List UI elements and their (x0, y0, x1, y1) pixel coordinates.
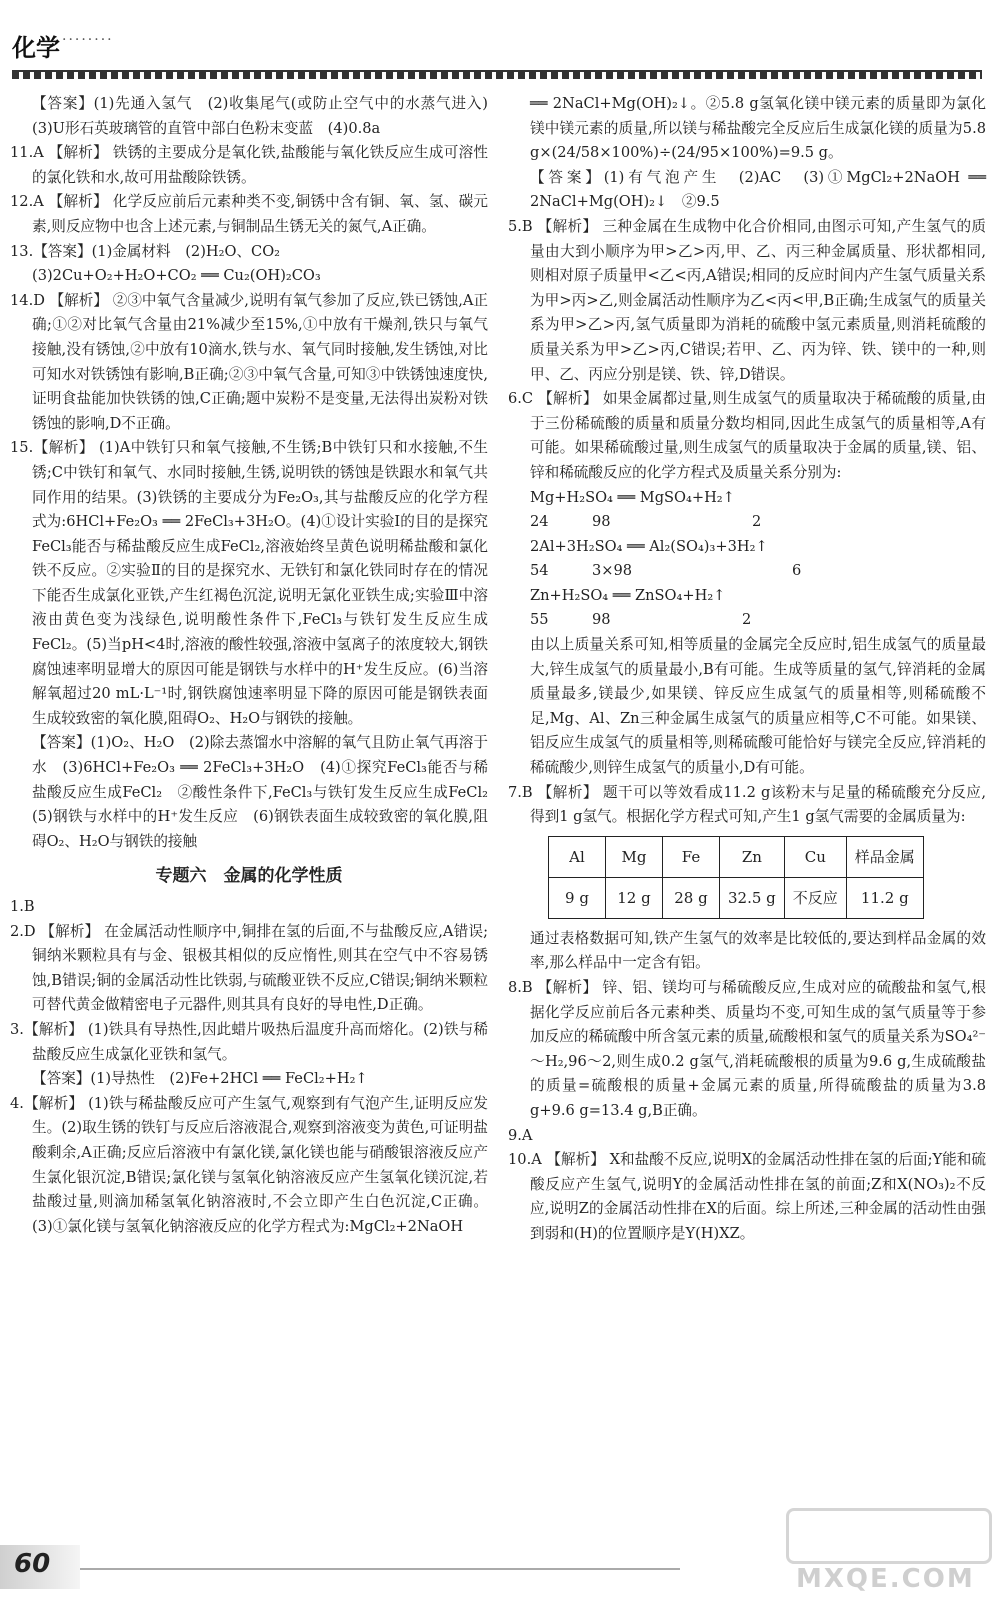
question-4-answer: 【答案】(1)有气泡产生 (2)AC (3)①MgCl₂+2NaOH ══ 2NaCl+Mg(OH)₂↓ ②9.5 (530, 168, 986, 211)
question-3: 3.【解析】 (1)铁具有导热性,因此蜡片吸热后温度升高而熔化。(2)铁与稀盐酸反应生成氯化亚铁和氢气。 (10, 1020, 488, 1063)
equation-al-masses (508, 559, 986, 584)
question-7: 7.B 【解析】 题干可以等效看成11.2 g该粉末与足量的稀硫酸充分反应,得到1 g氢气。根据化学方程式可知,产生1 g氢气需要的金属质量为: (508, 783, 986, 826)
question-13-equation: (3)2Cu+O₂+H₂O+CO₂ ══ Cu₂(OH)₂CO₃ (32, 267, 321, 285)
answer-paragraph: 【答案】(1)先通入氢气 (2)收集尾气(或防止空气中的水蒸气进入) (3)U形石英玻璃管的直管中部白色粉末变蓝 (4)0.8a (32, 95, 503, 137)
equation-zn-masses (508, 608, 986, 633)
table-cell: 12 g (606, 877, 663, 918)
question-4: 4.【解析】 (1)铁与稀盐酸反应可产生氢气,观察到有气泡产生,证明反应发生。(2)取生锈的铁钉与反应后溶液混合,观察到溶液变为黄色,可证明盐酸剩余,A正确;反应后溶液中有氯化镁,氯化镁也能与硝酸银溶液反应产生氯化银沉淀,B错误;氯化镁与氢氧化钠溶液反应产生氢氧化镁沉淀,若盐酸过量,则滴加稀氢氧化钠溶液时,不会立即产生白色沉淀,C正确。(3)①氯化镁与氢氧化钠溶液反应的化学方程式为:MgCl₂+2NaOH (10, 1094, 488, 1235)
mass-value: 3×98 (592, 562, 633, 580)
question-15-answer: 【答案】(1)O₂、H₂O (2)除去蒸馏水中溶解的氧气且防止氧气再溶于水 (3)6HCl+Fe₂O₃ ══ 2FeCl₃+3H₂O (4)①探究FeCl₃能否与稀盐酸反应生成FeCl₂ ②酸性条件下,FeCl₃与铁钉发生反应生成FeCl₂ (5)钢铁与水样中的H⁺发生反应 (6)钢铁表面生成较致密的氧化膜,阻碍O₂、H₂O与钢铁的接触 (32, 734, 503, 850)
table-header-cell: 样品金属 (846, 836, 923, 877)
table-cell: 28 g (663, 877, 720, 918)
mass-value: 98 (592, 513, 611, 531)
subject-title: 化学 (12, 34, 60, 62)
table-header-row (549, 836, 924, 877)
mass-value: 98 (592, 611, 611, 629)
question-1: 1.B (10, 898, 35, 915)
question-6: 6.C 【解析】 如果金属都过量,则生成氢气的质量取决于稀硫酸的质量,由于三份稀硫酸的质量和质量分数均相同,因此生成氢气的质量相等,A有可能。如果稀硫酸过量,则生成氢气的质量取决于金属的质量,镁、铝、锌和稀硫酸反应的化学方程式及质量关系分别为: (508, 390, 986, 481)
watermark-box (786, 1508, 992, 1564)
right-column (508, 92, 986, 1247)
question-5: 5.B 【解析】 三种金属在生成物中化合价相同,由图示可知,产生氢气的质量由大到小顺序为甲>乙>丙,甲、乙、丙三种金属质量、形状都相同,则相对原子质量甲<乙<丙,A错误;相同的反应时间内产生氢气质量关系为甲>丙>乙,则金属活动性顺序为乙<丙<甲,B正确;生成氢气的质量关系为甲>乙>丙,氢气质量即为消耗的硫酸中氢元素质量,则消耗硫酸的质量关系为甲>乙>丙,C错误;若甲、乙、丙为锌、铁、镁中的一种,则甲、乙、丙应分别是镁、铁、锌,D错误。 (508, 217, 986, 383)
question-2: 2.D 【解析】 在金属活动性顺序中,铜排在氢的后面,不与盐酸反应,A错误;铜纳米颗粒具有与金、银极其相似的反应惰性,则其在空气中不容易锈蚀,B错误;铜的金属活动性比铁弱,与硫酸亚铁不反应,C错误;铜纳米颗粒可替代黄金做精密电子元器件,则其具有良好的导电性,D正确。 (10, 922, 488, 1014)
equation-al: 2Al+3H₂SO₄ ══ Al₂(SO₄)₃+3H₂↑ (530, 537, 768, 555)
question-14: 14.D 【解析】 ②③中氧气含量减少,说明有氧气参加了反应,铁已锈蚀,A正确;①②对比氧气含量由21%减少至15%,①中放有干燥剂,铁只与氧气接触,没有锈蚀,②中放有10滴水,铁与水、氧气同时接触,发生锈蚀,对比可知水对铁锈蚀有影响,B正确;②③中氧气含量,可知③中铁锈蚀速度快,证明食盐能加快铁锈的蚀,C正确;题中炭粉不是变量,无法得出炭粉对铁锈蚀的影响,D不正确。 (10, 291, 488, 432)
equation-mg-masses (508, 510, 986, 535)
equation-zn: Zn+H₂SO₄ ══ ZnSO₄+H₂↑ (530, 586, 726, 604)
table-header-cell: Zn (720, 836, 785, 877)
question-12: 12.A 【解析】 化学反应前后元素种类不变,铜锈中含有铜、氧、氢、碳元素,则反应物中也含上述元素,与铜制品生锈无关的氮气,A正确。 (10, 193, 488, 235)
table-header-cell: Al (549, 836, 606, 877)
table-row (549, 877, 924, 918)
section-title: 专题六 金属的化学性质 (155, 866, 343, 887)
mass-value: 24 (530, 513, 549, 531)
equation-mg: Mg+H₂SO₄ ══ MgSO₄+H₂↑ (530, 488, 735, 506)
question-8: 8.B 【解析】 锌、铝、镁均可与稀硫酸反应,生成对应的硫酸盐和氢气,根据化学反应前后各元素种类、质量均不变,可知生成的氢气质量等于参加反应的稀硫酸中所含氢元素的质量,硫酸根和氢气的质量关系为SO₄²⁻～H₂,96～2,则生成0.2 g氢气,消耗硫酸根的质量为9.6 g,生成硫酸盐的质量=硫酸根的质量+金属元素的质量,所得硫酸盐的质量为3.8 g+9.6 g=13.4 g,B正确。 (508, 979, 986, 1119)
question-4-continued: ══ 2NaCl+Mg(OH)₂↓。②5.8 g氢氧化镁中镁元素的质量即为氯化镁中镁元素的质量,所以镁与稀盐酸完全反应后生成氯化镁的质量为5.8 g×(24/58×100%)÷(24/95×100%)=9.5 g。 (530, 95, 986, 162)
question-10: 10.A 【解析】 X和盐酸不反应,说明X的金属活动性排在氢的后面;Y能和硫酸反应产生氢气,说明Y的金属活动性排在氢的前面;Z和X(NO₃)₂不反应,说明Z的金属活动性排在X的后面。综上所述,三种金属的活动性由强到弱和(H)的位置顺序是Y(H)XZ。 (508, 1151, 986, 1242)
header-dots: ········ (62, 32, 114, 48)
mass-value: 54 (530, 562, 549, 580)
mass-value: 55 (530, 611, 549, 629)
question-13: 13.【答案】(1)金属材料 (2)H₂O、CO₂ (10, 242, 281, 260)
question-11: 11.A 【解析】 铁锈的主要成分是氧化铁,盐酸能与氧化铁反应生成可溶性的氯化铁和水,故可用盐酸除铁锈。 (10, 144, 488, 186)
table-header-cell: Fe (663, 836, 720, 877)
page-number: 60 (14, 1549, 51, 1579)
question-15: 15.【解析】 (1)A中铁钉只和氧气接触,不生锈;B中铁钉只和水接触,不生锈;C中铁钉和氧气、水同时接触,生锈,说明铁的锈蚀是铁跟水和氧气共同作用的结果。(3)铁锈的主要成分为Fe₂O₃,其与盐酸反应的化学方程式为:6HCl+Fe₂O₃ ══ 2FeCl₃+3H₂O。(4)①设计实验Ⅰ的目的是探究FeCl₃能否与稀盐酸反应生成FeCl₂,溶液始终呈黄色说明稀盐酸和氯化铁不反应。②实验Ⅱ的目的是探究水、无铁钉和氯化铁同时存在的情况下能否生成氯化亚铁,产生红褐色沉淀,说明无氯化亚铁生成;实验Ⅲ中溶液由黄色变为浅绿色,说明酸性条件下,FeCl₃与铁钉发生反应生成FeCl₂。(5)当pH<4时,溶液的酸性较强,溶液中氢离子的浓度较大,钢铁腐蚀速率明显增大的原因可能是钢铁与水样中的H⁺发生反应。(6)当溶解氧超过20 mL·L⁻¹时,钢铁腐蚀速率明显下降的原因可能是钢铁表面生成较致密的氧化膜,阻碍O₂、H₂O与钢铁的接触。 (10, 439, 488, 727)
mass-value: 2 (742, 611, 752, 629)
question-7-conclusion: 通过表格数据可知,铁产生氢气的效率是比较低的,要达到样品金属的效率,那么样品中一定含有铝。 (530, 929, 986, 972)
question-9: 9.A (508, 1126, 533, 1144)
watermark-logo (786, 1508, 986, 1596)
mass-value: 2 (752, 513, 762, 531)
table-header-cell: Mg (606, 836, 663, 877)
question-6-conclusion: 由以上质量关系可知,相等质量的金属完全反应时,铝生成氢气的质量最大,锌生成氢气的质量最小,B有可能。生成等质量的氢气,锌消耗的金属质量最多,镁最少,如果镁、锌反应生成氢气的质量相等,则稀硫酸不足,Mg、Al、Zn三种金属生成氢气的质量应相等,C不可能。如果镁、铝反应生成氢气的质量相等,则稀硫酸可能恰好与镁完全反应,锌消耗的稀硫酸少,则锌生成氢气的质量小,D有可能。 (530, 636, 986, 777)
table-cell: 不反应 (784, 877, 846, 918)
question-3-answer: 【答案】(1)导热性 (2)Fe+2HCl ══ FeCl₂+H₂↑ (32, 1070, 368, 1088)
table-header-cell: Cu (784, 836, 846, 877)
table-cell: 32.5 g (720, 877, 785, 918)
footer-rule (80, 1568, 680, 1570)
page-number-tab (0, 1545, 80, 1589)
header-rule (12, 70, 982, 79)
left-column (10, 92, 503, 1239)
table-cell: 9 g (549, 877, 606, 918)
table-cell: 11.2 g (846, 877, 923, 918)
mass-value: 6 (792, 562, 802, 580)
page-header (0, 0, 996, 80)
metal-mass-table (548, 836, 924, 919)
watermark-text: MXQE.COM (796, 1564, 975, 1594)
